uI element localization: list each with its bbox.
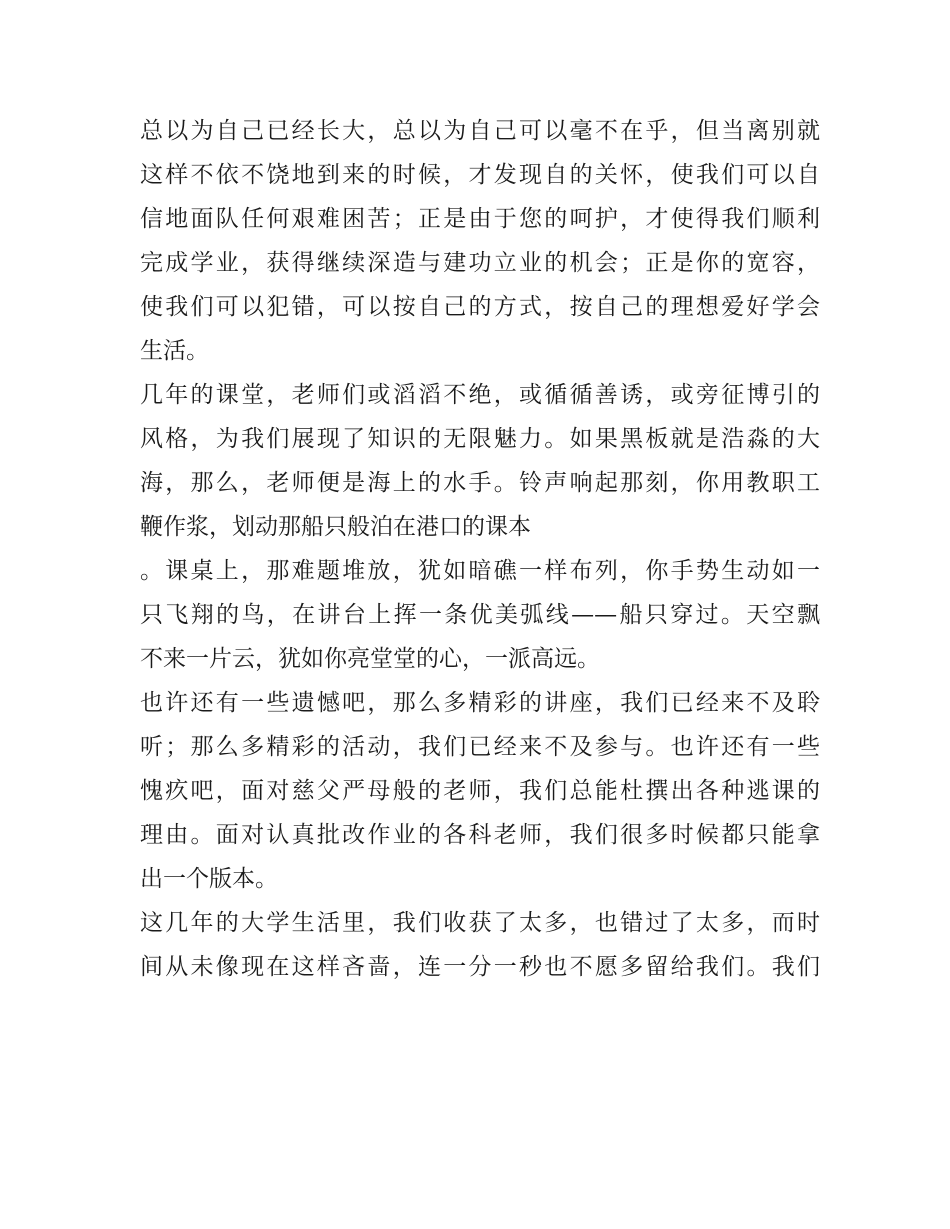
text-line: 完成学业，获得继续深造与建功立业的机会；正是你的宽容，: [140, 250, 820, 276]
text-line: 听；那么多精彩的活动，我们已经来不及参与。也许还有一些: [140, 734, 820, 760]
text-line: 几年的课堂，老师们或滔滔不绝，或循循善诱，或旁征博引的: [140, 382, 820, 408]
text-line: 理由。面对认真批改作业的各科老师，我们很多时候都只能拿: [140, 822, 820, 848]
text-line: 风格，为我们展现了知识的无限魅力。如果黑板就是浩淼的大: [140, 426, 820, 452]
text-line: 也许还有一些遗憾吧，那么多精彩的讲座，我们已经来不及聆: [140, 690, 820, 716]
text-line: 出一个版本。: [140, 866, 278, 892]
text-line: 只飞翔的鸟，在讲台上挥一条优美弧线——船只穿过。天空飘: [140, 602, 820, 628]
text-line: 这几年的大学生活里，我们收获了太多，也错过了太多，而时: [140, 910, 820, 936]
text-line: 愧疚吧，面对慈父严母般的老师，我们总能杜撰出各种逃课的: [140, 778, 820, 804]
text-line: 使我们可以犯错，可以按自己的方式，按自己的理想爱好学会: [140, 294, 820, 320]
document-body: [140, 109, 820, 989]
text-line: 信地面队任何艰难困苦；正是由于您的呵护，才使得我们顺利: [140, 206, 820, 232]
text-line: 海，那么，老师便是海上的水手。铃声响起那刻，你用教职工: [140, 470, 820, 496]
text-line: 这样不依不饶地到来的时候，才发现自的关怀，使我们可以自: [140, 162, 820, 188]
text-line: 。课桌上，那难题堆放，犹如暗礁一样布列，你手势生动如一: [140, 558, 820, 584]
text-line: 不来一片云，犹如你亮堂堂的心，一派高远。: [140, 646, 600, 672]
text-line: 鞭作浆，划动那船只般泊在港口的课本: [140, 514, 531, 540]
text-line: 间从未像现在这样吝啬，连一分一秒也不愿多留给我们。我们: [140, 954, 820, 980]
text-line: 总以为自己已经长大，总以为自己可以毫不在乎，但当离别就: [140, 118, 820, 144]
text-line: 生活。: [140, 338, 209, 364]
